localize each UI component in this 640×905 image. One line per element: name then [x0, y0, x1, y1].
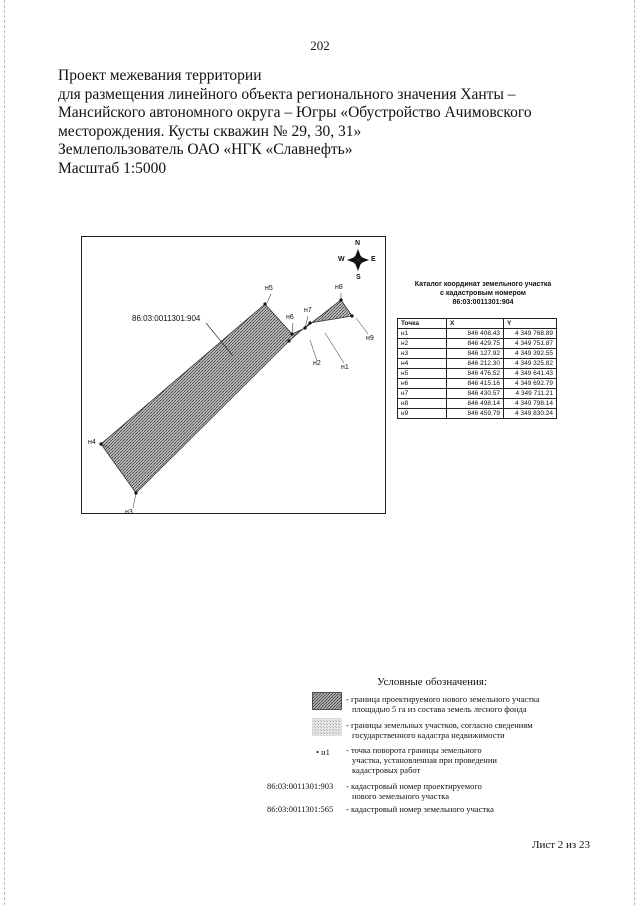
vertex-dot [287, 339, 290, 342]
legend-swatch-existing-parcels [312, 718, 342, 736]
compass-w: W [338, 256, 345, 263]
vertex-dot [308, 321, 311, 324]
legend-text: площадью 5 га из состава земель лесного фонда [352, 704, 527, 714]
cell-x: 846 127.92 [447, 349, 504, 359]
cell-x: 846 415.16 [447, 379, 504, 389]
table-row [398, 339, 557, 349]
catalog-title [398, 280, 568, 307]
cell-point: н1 [398, 329, 447, 339]
cell-x: 846 476.52 [447, 369, 504, 379]
legend-text: - границы земельных участков, согласно сведениям [346, 720, 533, 730]
vertex-dot [134, 491, 137, 494]
cell-point: н6 [398, 379, 447, 389]
cell-point: н8 [398, 399, 447, 409]
table-header-row [398, 319, 557, 329]
compass-n: N [355, 240, 361, 247]
point-leader [310, 340, 317, 361]
vertex-dot [350, 314, 353, 317]
legend-text: - точка поворота границы земельного [346, 745, 482, 755]
header-y: Y [504, 319, 557, 329]
cell-point: н9 [398, 409, 447, 419]
cell-y: 4 349 641.43 [504, 369, 557, 379]
cell-x: 846 498.14 [447, 399, 504, 409]
compass-s: S [356, 274, 361, 281]
legend-code-existing: 86:03:0011301:565 [267, 804, 334, 814]
cell-y: 4 349 711.21 [504, 389, 557, 399]
cell-point: н5 [398, 369, 447, 379]
point-leader [267, 294, 271, 303]
point-label-n1: н1 [341, 364, 349, 371]
point-leader [133, 493, 136, 508]
title-line: Мансийского автономного округа – Югры «Обустройство Ачимовского [58, 104, 532, 121]
cell-point: н3 [398, 349, 447, 359]
coordinates-table [397, 318, 557, 419]
table-row [398, 359, 557, 369]
parcel-map [81, 236, 386, 514]
legend-item-existing-cadastral: - кадастровый номер земельного участка [346, 804, 494, 814]
legend-item-turning-point [346, 745, 497, 775]
point-leader [356, 318, 368, 334]
cell-point: н7 [398, 389, 447, 399]
point-label-n2: н2 [313, 360, 321, 367]
cadastral-number-label: 86:03:0011301:904 [132, 314, 201, 323]
parcel-polygon [101, 300, 352, 493]
point-label-n7: н7 [304, 307, 312, 314]
catalog-title-line: Каталог координат земельного участка [414, 281, 552, 288]
cell-x: 846 212.30 [447, 359, 504, 369]
point-label-n5: н5 [265, 285, 273, 292]
title-line: Проект межевания территории [58, 67, 262, 84]
legend-text: - кадастровый номер проектируемого [346, 781, 482, 791]
cell-y: 4 349 692.79 [504, 379, 557, 389]
table-row [398, 399, 557, 409]
cell-point: н2 [398, 339, 447, 349]
table-row [398, 409, 557, 419]
cell-y: 4 349 325.82 [504, 359, 557, 369]
title-line: для размещения линейного объекта регионального значения Ханты – [58, 85, 516, 103]
title-line: месторождения. Кусты скважин № 29, 30, 31» [58, 122, 362, 140]
point-label-n6: н6 [286, 314, 294, 321]
table-row [398, 329, 557, 339]
header-point: Точка [398, 319, 447, 329]
point-label-n9: н9 [366, 335, 374, 342]
legend-item-new-parcel [346, 694, 540, 714]
land-user-line: Землепользователь ОАО «НГК «Славнефть» [58, 141, 353, 158]
legend-text: государственного кадастра недвижимости [352, 730, 505, 740]
legend-item-existing-parcels [346, 720, 533, 740]
compass-e: E [371, 256, 376, 263]
vertex-dot [263, 302, 266, 305]
legend-item-new-cadastral [346, 781, 482, 801]
cell-y: 4 349 751.87 [504, 339, 557, 349]
cell-y: 4 349 392.55 [504, 349, 557, 359]
vertex-dot [339, 298, 342, 301]
vertex-dot [290, 332, 293, 335]
cell-x: 846 459.79 [447, 409, 504, 419]
table-row [398, 389, 557, 399]
legend-title: Условные обозначения: [377, 676, 488, 688]
document-title [58, 67, 598, 178]
page-number: 202 [310, 38, 330, 53]
point-label-n8: н8 [335, 284, 343, 291]
cell-y: 4 349 830.24 [504, 409, 557, 419]
vertex-dot [303, 326, 306, 329]
legend-text: участка, установленная при проведении [352, 755, 497, 765]
header-x: X [447, 319, 504, 329]
point-leader [292, 323, 293, 334]
cell-y: 4 349 798.14 [504, 399, 557, 409]
scale-line: Масштаб 1:5000 [58, 159, 167, 177]
table-row [398, 349, 557, 359]
catalog-title-line: 86:03:0011301:904 [452, 299, 514, 306]
legend-point-symbol: • н1 [316, 747, 330, 757]
compass-icon [347, 249, 369, 271]
legend-text: нового земельного участка [352, 791, 450, 801]
cell-x: 846 429.75 [447, 339, 504, 349]
sheet-number: Лист 2 из 23 [532, 839, 591, 851]
cell-x: 846 408.43 [447, 329, 504, 339]
catalog-title-line: с кадастровым номером [440, 290, 526, 297]
cell-x: 846 430.57 [447, 389, 504, 399]
legend-text: - граница проектируемого нового земельного участка [346, 694, 540, 704]
legend-text: кадастровых работ [352, 765, 421, 775]
scan-edge-right [634, 0, 635, 905]
vertex-dot [99, 442, 102, 445]
point-label-n4: н4 [88, 439, 96, 446]
cell-y: 4 349 768.89 [504, 329, 557, 339]
table-row [398, 369, 557, 379]
cell-point: н4 [398, 359, 447, 369]
legend-swatch-new-parcel [312, 692, 342, 710]
scan-edge-left [4, 0, 5, 905]
point-label-n3: н3 [125, 509, 133, 516]
table-row [398, 379, 557, 389]
point-leader [325, 333, 344, 363]
legend-code-new: 86:03:0011301:903 [267, 781, 334, 791]
